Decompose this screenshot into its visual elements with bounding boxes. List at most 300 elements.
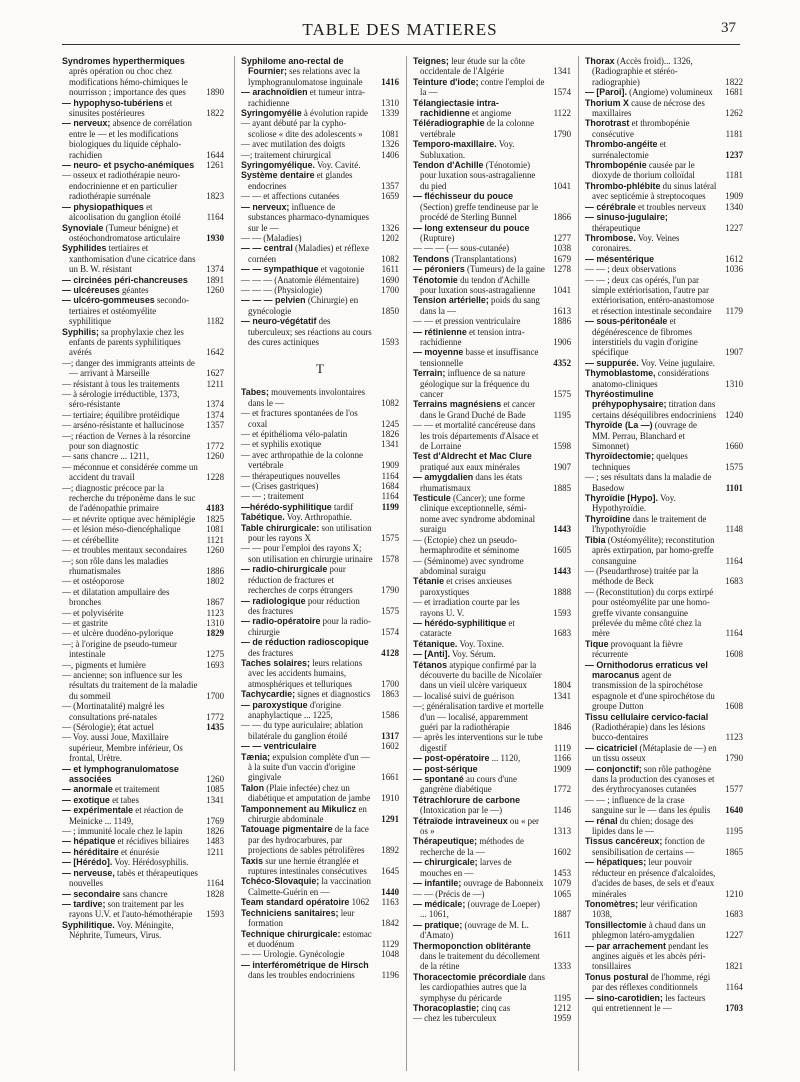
entry-text: et tumeur intra-rachidienne [248, 87, 365, 108]
index-entry [413, 920, 571, 941]
entry-text: (Plaie infectée) chez un diabétique et amputation de jambe [248, 782, 371, 804]
index-entry [413, 691, 571, 701]
entry-page-number: 1483 [206, 836, 224, 847]
entry-page-number: 1865 [725, 846, 743, 857]
entry-headword: Syringomyélie [241, 108, 302, 119]
entry-text: du tendon d'Achille pour luxation sous-astragalienne [420, 274, 536, 295]
index-entry [413, 368, 571, 399]
entry-text: — sans chancre ... 1211, [62, 451, 149, 462]
entry-text: — (Ectopie) chez un pseudo-hermaphrodite et séminome [413, 534, 520, 556]
index-entry [241, 658, 399, 689]
index-entry [585, 472, 743, 493]
entry-headword: — post-opératoire [413, 753, 490, 764]
entry-page-number: 1317 [381, 730, 399, 741]
entry-page-number: 1602 [381, 741, 399, 752]
entry-page-number: 1930 [206, 232, 224, 243]
entry-page-number: 1277 [553, 232, 571, 243]
index-entry [241, 387, 399, 408]
entry-text: à chaud dans un phlegmon latéro-amygdalien [592, 919, 706, 941]
entry-headword: Tétanique. [413, 638, 458, 649]
entry-text: son traitement par les rayons U.V. et l'auto-hémothérapie [69, 898, 193, 920]
entry-page-number: 1593 [206, 909, 224, 920]
entry-page-number: 1374 [206, 264, 224, 275]
index-entry [62, 295, 224, 326]
entry-page-number: 1612 [725, 253, 743, 264]
index-entry [413, 118, 571, 139]
entry-text: sa prophylaxie chez les enfants de parents syphilitiques avérés [69, 326, 184, 358]
entry-text: — (Reconstitution) du corps extirpé pour ostéomyélite par une homo-greffe vivante consanguine prélevée du même côté chez la mère [585, 586, 714, 639]
entry-page-number: 1146 [553, 805, 571, 816]
entry-page-number: 1199 [381, 501, 399, 512]
entry-page-number: 1212 [553, 1002, 571, 1013]
entry-headword: — interférométrique de Hirsch [241, 959, 369, 970]
entry-headword: Tatouage pigmentaire [241, 824, 333, 835]
entry-page-number: 1578 [381, 553, 399, 564]
entry-page-number: 1164 [381, 470, 399, 481]
index-entry [585, 233, 743, 254]
index-entry [62, 660, 224, 670]
entry-text: et énurésie [120, 846, 160, 857]
entry-page-number: 1227 [725, 222, 743, 233]
entry-text: Voy. Toxine. [459, 638, 505, 649]
entry-page-number: 1627 [206, 368, 224, 379]
entry-text: d'origine anaphylactique ... 1225, [248, 699, 341, 720]
entry-text: et angiome [472, 108, 512, 119]
index-entry [62, 170, 224, 201]
entry-headword: — infantile; [413, 878, 462, 889]
index-entry [413, 941, 571, 972]
index-entry [585, 712, 743, 743]
index-entry [585, 202, 743, 212]
entry-page-number: 1683 [725, 909, 743, 920]
entry-page-number: 1195 [553, 409, 571, 420]
index-entry [585, 254, 743, 264]
index-entry [585, 264, 743, 274]
entry-text: et sinusites postérieures [69, 97, 173, 119]
entry-headword: — cicatriciel [585, 742, 638, 753]
entry-headword: Tissu cellulaire cervico-facial [585, 711, 709, 722]
entry-text: — méconnue et considérée comme un accident du travail [62, 461, 198, 483]
entry-headword: Tabes; [241, 387, 269, 398]
entry-text: — (Sérologie); état actuel [62, 722, 154, 732]
index-entry [241, 824, 399, 855]
index-entry [413, 56, 571, 77]
entry-page-number: 1148 [725, 524, 743, 535]
entry-text: — et lésion méso-diencéphalique [62, 524, 181, 535]
index-entry [241, 191, 399, 201]
entry-text: agent de transmission de la spirochétose espagnole et d'une spirochétose du groupe Dutton [592, 669, 715, 712]
entry-headword: Terrain; [413, 368, 446, 379]
index-entry [62, 420, 224, 430]
entry-text: (Maladies) et réflexe cornéen [248, 243, 369, 264]
entry-page-number: 1885 [553, 482, 571, 493]
entry-text: tertiaires et xanthomisation d'une cicatrice dans un B. W. résistant [69, 243, 196, 275]
index-entry [413, 139, 571, 160]
entry-text: de la face par des hydrocarbures, par projections de sables pétrolifères [248, 824, 369, 856]
entry-headword: Syndromes hyperthermiques [62, 56, 185, 66]
entry-headword: — hépatiques; [585, 857, 647, 868]
entry-text: pour réduction des fractures [248, 595, 360, 616]
index-entry [62, 889, 224, 899]
entry-page-number: 1598 [553, 441, 571, 452]
entry-text: ses relations avec la lymphogranulomatose inguinale [248, 66, 363, 87]
entry-text: — — — (Anatomie élémentaire) [241, 274, 359, 285]
index-entry [585, 316, 743, 358]
entry-page-number: 1443 [553, 524, 571, 535]
entry-text: (Tumeurs) de la gaine [467, 264, 545, 275]
index-entry [241, 720, 399, 741]
index-entry [413, 535, 571, 556]
index-entry [62, 795, 224, 805]
index-entry [413, 576, 571, 597]
entry-page-number: 1821 [725, 961, 743, 972]
entry-page-number: 1640 [725, 805, 743, 816]
index-entry [413, 764, 571, 774]
entry-headword: Taxis [241, 855, 264, 866]
entry-text: ou « per os » [420, 815, 540, 837]
entry-headword: Taches solaires; [241, 657, 310, 668]
entry-text: dans le traitement du décollement de la rétine [420, 950, 540, 972]
entry-headword: Syringomyélique. [241, 160, 315, 171]
entry-headword: Tonomètres; [585, 898, 639, 909]
entry-page-number: 1406 [381, 149, 399, 160]
entry-text: et réaction de Meinicke ... 1149, [69, 805, 184, 826]
entry-text: mouvements involontaires dans le — [248, 387, 366, 408]
index-entry [62, 784, 224, 794]
entry-page-number: 1593 [553, 607, 571, 618]
index-entry [585, 87, 743, 97]
entry-headword: — hépatique [62, 836, 116, 847]
entry-text: larves de mouches en — [420, 857, 512, 878]
entry-headword: — cérébrale [585, 201, 636, 212]
entry-text: (ouvrage de Loeper) ... 1061, [420, 898, 540, 920]
entry-page-number: 1909 [725, 191, 743, 202]
entry-headword: — nerveuse, [62, 867, 115, 878]
entry-text: thérapeutique [592, 222, 641, 233]
entry-headword: Tétrachlorure de carbone [413, 794, 521, 805]
entry-headword: Thrombopénie [585, 160, 647, 171]
entry-text: sur une hernie étranglée et ruptures intestinales consécutives [248, 855, 367, 877]
entry-text: en chirurgie abdominale [248, 803, 367, 825]
section-letter: T [316, 361, 324, 377]
entry-page-number: 1887 [553, 909, 571, 920]
index-entry [585, 160, 743, 181]
index-entry [585, 857, 743, 899]
index-entry [413, 774, 571, 795]
entry-headword: Thyroïdie [Hypo]. [585, 493, 658, 504]
entry-headword: Thymoblastome, [585, 368, 656, 379]
index-entry [62, 379, 224, 389]
index-entry [62, 451, 224, 461]
index-entry [413, 597, 571, 618]
entry-page-number: 1863 [381, 689, 399, 700]
entry-headword: Thérapeutique; [413, 836, 478, 847]
entry-headword: Thrombose. [585, 232, 636, 243]
entry-text: tabès et thérapeutiques nouvelles [69, 867, 198, 889]
index-entry [241, 876, 399, 897]
entry-page-number: 1683 [725, 576, 743, 587]
index-entry [241, 856, 399, 877]
entry-text: — à sérologie irréductible, 1373, séro-résistante [62, 389, 180, 410]
entry-headword: — expérimentale [62, 805, 134, 816]
index-entry [241, 908, 399, 929]
entry-page-number: 1048 [381, 949, 399, 960]
index-entry [413, 493, 571, 535]
entry-page-number: 1661 [381, 772, 399, 783]
index-entry [585, 181, 743, 202]
entry-headword: Thorax [585, 56, 615, 66]
entry-page-number: 1690 [381, 274, 399, 285]
entry-headword: — — — pelvien [241, 295, 306, 306]
entry-page-number: 1959 [553, 1013, 571, 1024]
entry-headword: Temporo-maxillaire. [413, 139, 497, 150]
entry-text: et glandes endocrines [248, 170, 353, 191]
entry-text: Voy. Veine jugulaire. [640, 357, 715, 368]
entry-text: — et polyvisérite [62, 607, 124, 618]
entry-page-number: 1313 [553, 826, 571, 837]
entry-headword: Teinture d'iode; [413, 76, 479, 87]
index-entry [241, 56, 399, 87]
entry-headword: — [Paroi]. [585, 87, 627, 98]
index-entry [585, 816, 743, 837]
entry-page-number: 1196 [381, 970, 399, 981]
entry-page-number: 1842 [381, 918, 399, 929]
entry-text: — — — (Physiologie) [241, 284, 323, 295]
index-entry [413, 1003, 571, 1013]
index-entry [241, 616, 399, 637]
index-entry [62, 732, 224, 763]
index-entry [413, 347, 571, 368]
entry-page-number: 1181 [725, 170, 743, 181]
entry-text: (ouvrage de M. L. d'Amato) [420, 919, 529, 941]
entry-headword: — médicale; [413, 898, 466, 909]
entry-page-number: 1122 [553, 108, 571, 119]
index-entry [62, 327, 224, 358]
index-entry [62, 805, 224, 826]
entry-text: absence de corrélation entre le — et les modifications biologiques du liquide céphalo-rachidien [69, 118, 192, 160]
index-entry [585, 920, 743, 941]
entry-text: la vaccination Calmette-Guérin en — [248, 876, 371, 897]
entry-text: — — ; deux observations [585, 264, 677, 275]
entry-text: (Tumeur bénigne) et ostéochondromatose articulaire [69, 222, 181, 243]
index-entry [413, 639, 571, 649]
entry-headword: Tension artérielle; [413, 295, 489, 306]
entry-text: — arséno-résistante et hallucinose [62, 420, 184, 431]
entry-text: Voy. Arthropathie. [286, 512, 352, 523]
entry-headword: — radio-opératoire [241, 616, 321, 627]
entry-text: — ayant débuté par la cypho-scoliose « dite des adolescents » [241, 118, 363, 139]
entry-page-number: 1079 [553, 878, 571, 889]
index-entry [241, 929, 399, 950]
entry-page-number: 1586 [381, 709, 399, 720]
entry-headword: Tibia [585, 534, 606, 545]
index-entry [413, 899, 571, 920]
index-entry [241, 264, 399, 274]
entry-headword: — physiopathiques [62, 201, 144, 212]
index-entry [62, 524, 224, 534]
entry-page-number: 1644 [206, 149, 224, 160]
entry-page-number: 1163 [381, 897, 399, 908]
entry-text: — ; immunité locale chez le lapin [62, 826, 183, 837]
entry-page-number: 1850 [381, 305, 399, 316]
index-entry [62, 857, 224, 867]
entry-page-number: 1772 [553, 784, 571, 795]
entry-text: des fractures [248, 647, 294, 658]
entry-headword: Tétanos [413, 659, 448, 670]
entry-text: — — (Maladies) [241, 232, 302, 243]
index-entry [585, 98, 743, 119]
entry-text: (Ostéomyélite); reconstitution après extirpation, par homo-greffe consanguine [592, 534, 715, 566]
index-entry [413, 889, 571, 899]
entry-page-number: 1121 [206, 534, 224, 545]
entry-page-number: 1260 [206, 451, 224, 462]
index-entry [585, 836, 743, 857]
index-entry [241, 512, 399, 522]
entry-text: 1062 [351, 897, 370, 908]
entry-page-number: 1202 [381, 232, 399, 243]
entry-text: (Rupture) [420, 232, 455, 243]
entry-headword: — spontané [413, 774, 464, 785]
index-entry [585, 420, 743, 451]
entry-headword: — ulcéro-gommeuses [62, 295, 155, 306]
entry-text: estomac et duodénum [248, 928, 372, 949]
entry-text: et dégénérescence de fibromes interstitiels du vagin d'origine spécifique [592, 316, 698, 358]
entry-text: et alcoolisation du ganglion étoilé [69, 201, 181, 223]
entry-text: — chez les tuberculeux [413, 1013, 497, 1024]
entry-text: —; diagnostic précoce par la recherche du tréponème dans le suc de l'adénopathie primaire [62, 482, 196, 514]
entry-headword: Terrains magnésiens [413, 399, 502, 410]
index-entry [413, 191, 571, 222]
entry-headword: Synoviale [62, 222, 104, 233]
entry-headword: Teignes; [413, 56, 449, 66]
index-entry [62, 608, 224, 618]
entry-headword: — neuro- et psycho-anémiques [62, 160, 195, 171]
entry-text: leurs relations avec les accidents humains, atmosphériques et telluriques [248, 657, 363, 689]
index-entry [585, 118, 743, 139]
index-column-2 [234, 56, 399, 1071]
index-entry [413, 472, 571, 493]
entry-text: —; réaction de Vernes à la résorcine pour son diagnostic [62, 430, 191, 452]
entry-page-number: 1260 [206, 774, 224, 785]
entry-headword: Télangiectasie intra-rachidienne [413, 97, 499, 119]
entry-page-number: 1608 [725, 649, 743, 660]
index-entry [241, 275, 399, 285]
entry-page-number: 1333 [553, 961, 571, 972]
entry-text: et tension intra-rachidienne [420, 326, 525, 347]
index-entry [241, 285, 399, 295]
entry-text: cause de nécrose des maxillaires [592, 97, 705, 119]
page-title: TABLE DES MATIERES [302, 20, 498, 39]
entry-headword: Tétanie [413, 576, 445, 587]
entry-headword: — — ventriculaire [241, 741, 317, 752]
entry-headword: Thyréostimuline préhypophysaire; [585, 389, 667, 410]
entry-text: leur étude sur la côte occidentale de l'Algérie [420, 56, 525, 77]
entry-headword: — rénal [585, 815, 618, 826]
entry-text: (ouvrage de MM. Perrau, Blanchard et Simonnet) [592, 420, 697, 452]
entry-text: signes et diagnostics [297, 689, 371, 700]
entry-headword: Thyroïde (La —) [585, 420, 653, 431]
entry-text: et récidives biliaires [117, 836, 189, 847]
entry-page-number: 1693 [206, 659, 224, 670]
entry-page-number: 1769 [206, 815, 224, 826]
entry-page-number: 1886 [206, 565, 224, 576]
entry-headword: Tænia; [241, 751, 271, 762]
entry-headword: — sous-péritonéale [585, 316, 668, 327]
index-entry [62, 202, 224, 223]
entry-page-number: 1575 [381, 605, 399, 616]
entry-text: — (Crises gastriques) [241, 481, 319, 492]
entry-text: — — ; traitement [241, 491, 304, 502]
entry-headword: Tabétique. [241, 512, 285, 523]
index-entry [241, 87, 399, 108]
entry-page-number: 1374 [206, 409, 224, 420]
index-column-3 [406, 56, 571, 1071]
entry-headword: Thyroïdine [585, 513, 631, 524]
entry-text: atypique confirmé par la découverte du bacille de Nicolaïer dans un vieil ulcère variqueux [420, 659, 542, 691]
entry-page-number: 1260 [206, 284, 224, 295]
entry-headword: Syphilides [62, 243, 107, 254]
entry-page-number: 1166 [553, 753, 571, 764]
entry-text: son utilisation pour les rayons X [248, 522, 372, 544]
entry-headword: Syphilis; [62, 326, 99, 337]
entry-page-number: 1262 [725, 108, 743, 119]
index-entry [241, 960, 399, 981]
entry-text: basse et insuffisance tensionnelle [420, 347, 539, 368]
entry-page-number: 1038 [553, 243, 571, 254]
entry-page-number: 1310 [725, 378, 743, 389]
entry-text: cinq cas [481, 1002, 511, 1013]
entry-text: influence de sa nature géologique sur la fréquence du cancer [420, 368, 530, 399]
entry-text: poids du sang dans la — [420, 295, 540, 316]
index-entry [585, 764, 743, 795]
entry-page-number: 1890 [206, 87, 224, 98]
entry-text: au cours d'une gangrène diabétique [420, 774, 517, 795]
entry-text: — — Urologie. Gynécologie [241, 949, 345, 960]
index-entry [62, 431, 224, 452]
entry-page-number: 1683 [553, 628, 571, 639]
entry-page-number: 1892 [381, 845, 399, 856]
index-entry [413, 878, 571, 888]
entry-headword: — [Hérédo]. [62, 857, 113, 868]
entry-page-number: 1613 [553, 305, 571, 316]
entry-page-number: 1605 [553, 545, 571, 556]
entry-text: — thérapeutiques nouvelles [241, 470, 341, 481]
index-entry [413, 254, 571, 264]
entry-page-number: 1041 [553, 284, 571, 295]
entry-text: Voy. Hérédosyphilis. [114, 857, 189, 868]
index-entry [585, 493, 743, 514]
entry-text: Voy. Veines coronaires. [592, 232, 680, 254]
index-entry [62, 836, 224, 846]
entry-page-number: 1416 [381, 76, 399, 87]
entry-text: et traitement [115, 784, 160, 795]
entry-text: causée par le dioxyde de thorium colloïdal [592, 160, 695, 181]
entry-text: (Section) greffe tendineuse par le procédé de Sterling Bunnel [420, 201, 539, 223]
entry-headword: — radio-chirurgicale [241, 564, 328, 575]
entry-headword: Tonsillectomie [585, 919, 647, 930]
entry-headword: — chirurgicale; [413, 857, 478, 868]
index-entry [413, 753, 571, 763]
entry-headword: Tique [585, 638, 609, 649]
index-entry [413, 264, 571, 274]
entry-text: du sinus latéral avec septicémie à streptocoques [592, 180, 717, 202]
index-entry [62, 847, 224, 857]
index-entry [585, 743, 743, 764]
entry-text: — ; ses résultats dans la maladie de Basedow [585, 472, 712, 493]
entry-text: les facteurs qui entretiennent le — [592, 992, 706, 1013]
entry-text: de la colonne vertébrale [420, 118, 535, 139]
entry-headword: Technique chirurgicale: [241, 928, 341, 939]
